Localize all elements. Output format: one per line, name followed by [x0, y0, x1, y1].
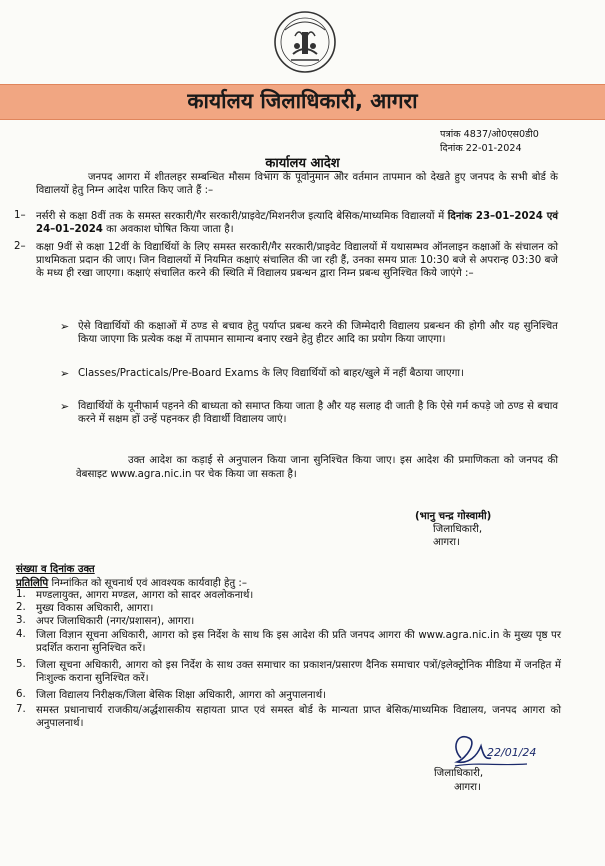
- copy-item: 6. जिला विद्यालय निरीक्षक/जिला बेसिक शिक्षा अधिकारी, आगरा को अनुपालनार्थ।: [16, 689, 326, 701]
- signature-block-1: [415, 510, 491, 549]
- copy-item: 7. समस्त प्रधानाचार्य राजकीय/अर्द्धशासकीय सहायता प्राप्त एवं समस्त बोर्ड के मान्यता प्राप्त बेसिक/माध्यमिक विद्यालय, जनपद आगरा को अनुपालनार्थ।: [16, 704, 561, 729]
- reference-number: पत्रांक 4837/ओ0एस0डी0: [440, 129, 539, 140]
- officer-name: (भानु चन्द्र गोस्वामी): [415, 511, 492, 522]
- officer-designation: जिलाधिकारी,: [433, 524, 483, 535]
- copy-item: 5. जिला सूचना अधिकारी, आगरा को इस निर्देश के साथ उक्त समाचार का प्रकाशन/प्रसारण दैनिक समाचार पत्रों/इलेक्ट्रोनिक मीडिया में जनहित में निःशुल्क कराना सुनिश्चित करें।: [16, 659, 561, 684]
- order-item-1: 1– नर्सरी से कक्षा 8वीं तक के समस्त सरकारी/गैर सरकारी/प्राइवेट/मिशनरीज इत्यादि बेसिक/माध्यमिक विद्यालयों में दिनांक 23–01–2024 एवं 24–01–2024 का अवकाश घोषित किया जाता है।: [14, 210, 558, 236]
- item-number: 1–: [14, 210, 26, 221]
- officer-designation: जिलाधिकारी,: [434, 768, 484, 779]
- copy-item: 4. जिला विज्ञान सूचना अधिकारी, आगरा को इस निर्देश के साथ कि इस आदेश की प्रति जनपद आगरा की www.agra.nic.in के मुख्य पृष्ठ पर प्रदर्शित कराना सुनिश्चित करें।: [16, 629, 561, 654]
- order-item-2: 2– कक्षा 9वीं से कक्षा 12वीं के विद्यार्थियों के लिए समस्त सरकारी/गैर सरकारी/प्राइवेट विद्यालयों में यथासम्भव ऑनलाइन कक्षाओं के संचालन को प्राथमिकता प्रदान की जाए। जिन विद्यालयों में नियमित कक्षाएं संचालित की जा रही हैं, उनका समय प्रातः 10:30 बजे से अपरान्ह 03:30 बजे के मध्य ही रखा जाएगा। कक्षाएं संचालित करने की स्थिति में विद्यालय प्रबन्धन द्वारा निम्न प्रबन्ध सुनिश्चित किये जाएंगे :–: [14, 241, 558, 280]
- copies-heading: संख्या व दिनांक उक्त: [16, 564, 95, 575]
- order-intro: जनपद आगरा में शीतलहर सम्बन्धित मौसम विभाग के पूर्वानुमान और वर्तमान तापमान को देखते हुए जनपद के सभी बोर्ड के विद्यालयों हेतु निम्न आदेश पारित किए जाते हैं :–: [36, 172, 558, 197]
- reference-block: [440, 128, 539, 156]
- signature-block-2: [434, 767, 483, 795]
- copy-item: 3. अपर जिलाधिकारी (नगर/प्रशासन), आगरा।: [16, 615, 195, 627]
- arrow-bullet-icon: ➢: [60, 320, 70, 333]
- order-title: कार्यालय आदेश: [265, 156, 340, 171]
- copy-item: 1. मण्डलायुक्त, आगरा मण्डल, आगरा को सादर अवलोकनार्थ।: [16, 589, 254, 601]
- handwritten-signature: [447, 728, 537, 770]
- arrow-bullet-icon: ➢: [60, 400, 70, 413]
- holiday-dates: दिनांक 23–01–2024 एवं 24–01–2024: [36, 211, 558, 236]
- copies-intro: प्रतिलिपि निम्नांकित को सूचनार्थ एवं आवश्यक कार्यवाही हेतु :–: [16, 578, 247, 589]
- officer-place: आगरा।: [454, 782, 481, 793]
- closing-paragraph: उक्त आदेश का कड़ाई से अनुपालन किया जाना सुनिश्चित किया जाए। इस आदेश की प्रमाणिकता को जनपद की वेबसाइट www.agra.nic.in पर चेक किया जा सकता है।: [76, 455, 558, 480]
- bullet-item-1: ➢ ऐसे विद्यार्थियों की कक्षाओं में ठण्ड से बचाव हेतु पर्याप्त प्रबन्ध करने की जिम्मेदारी विद्यालय प्रबन्धन की होगी और यह सुनिश्चित किया जाएगा कि प्रत्येक कक्ष में तापमान सामान्य बनाए रखने हेतु हीटर आदि का प्रयोग किया जाएगा।: [60, 320, 558, 346]
- item-number: 2–: [14, 241, 26, 252]
- signature-date: 22/01/24: [487, 746, 537, 759]
- office-title: कार्यालय जिलाधिकारी, आगरा: [187, 89, 418, 113]
- copy-item: 2. मुख्य विकास अधिकारी, आगरा।: [16, 602, 154, 614]
- bullet-item-2: ➢ Classes/Practicals/Pre-Board Exams के लिए विद्यार्थियों को बाहर/खुले में नहीं बैठाया जाएगा।: [60, 367, 464, 380]
- arrow-bullet-icon: ➢: [60, 367, 70, 380]
- officer-place: आगरा।: [433, 537, 460, 548]
- up-government-emblem: [273, 4, 337, 80]
- reference-date: दिनांक 22-01-2024: [440, 143, 522, 154]
- bullet-item-3: ➢ विद्यार्थियों के यूनीफार्म पहनने की बाध्यता को समाप्त किया जाता है और यह सलाह दी जाती है कि ऐसे गर्म कपड़े जो ठण्ड से बचाव करने में सक्षम हों उन्हें पहनकर ही विद्यार्थी विद्यालय जाएं।: [60, 400, 558, 426]
